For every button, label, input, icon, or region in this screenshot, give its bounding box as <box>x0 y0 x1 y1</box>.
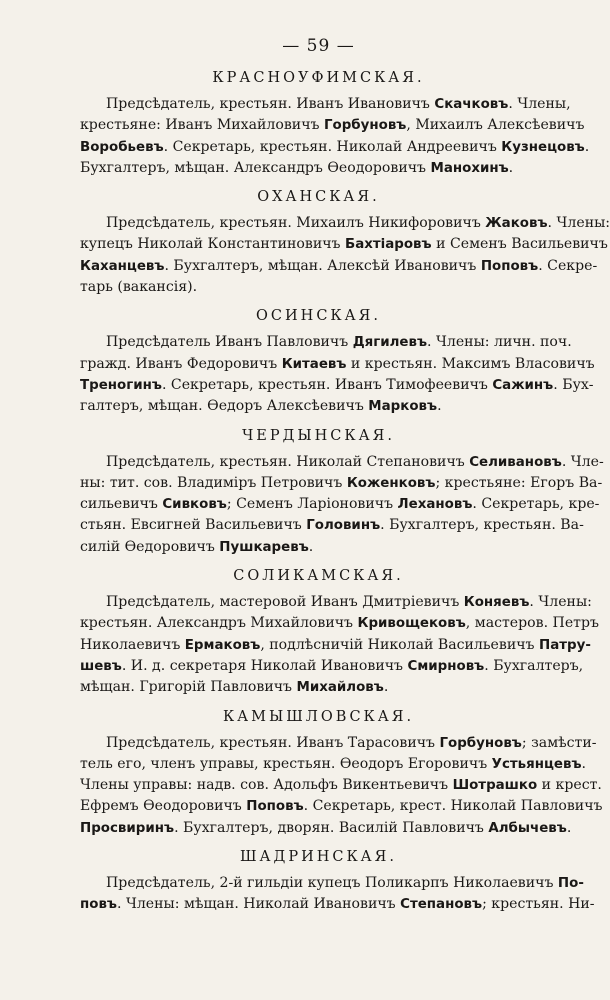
text-line <box>80 754 587 775</box>
text-line <box>80 375 594 396</box>
section <box>80 849 595 916</box>
section <box>80 708 603 839</box>
text-line <box>80 473 603 494</box>
section-paragraph <box>80 733 603 839</box>
surname: Горбуновъ <box>323 118 407 134</box>
text-line <box>80 818 572 839</box>
text-line <box>80 256 598 277</box>
page-content <box>80 70 610 916</box>
text-run: Ефремъ Ѳеодоровичъ <box>80 798 247 815</box>
section-paragraph <box>80 332 595 417</box>
text-run: ; крестьяне: Егоръ Ва- <box>435 474 603 491</box>
text-run: . <box>308 538 314 555</box>
section-paragraph <box>80 592 599 698</box>
text-run: ; замѣсти- <box>521 734 597 751</box>
section-title: ЧЕРДЫНСКАЯ. <box>242 427 395 444</box>
text-run: Предсѣдатель, крестьян. Иванъ Ивановичъ <box>106 96 435 112</box>
text-run: Бухгалтеръ, мѣщан. Александръ Ѳеодоровичъ <box>80 159 431 176</box>
text-run: . <box>584 138 590 155</box>
text-run: тель его, членъ управы, крестьян. Ѳеодоръ Егоровичъ <box>80 755 492 772</box>
text-run: . Члены, <box>508 96 571 112</box>
text-run: Предсѣдатель, крестьян. Михаилъ Никифоровичъ <box>106 215 486 232</box>
text-line <box>80 613 599 634</box>
surname: Горбуновъ <box>439 735 522 751</box>
text-line <box>80 396 557 417</box>
surname: Коженковъ <box>346 475 436 491</box>
surname: Треногинъ <box>80 377 162 393</box>
text-run: Предсѣдатель, 2-й гильдіи купецъ Поликарпъ Николаевичъ <box>106 875 558 892</box>
surname: Сажинъ <box>492 377 554 393</box>
page-number: — 59 — <box>282 36 355 56</box>
text-line <box>80 537 557 558</box>
surname: Смирновъ <box>407 658 485 674</box>
text-run: галтеръ, мѣщан. Ѳедоръ Алексѣевичъ <box>80 398 369 415</box>
surname: Устьянцевъ <box>491 756 582 772</box>
text-line <box>80 234 608 255</box>
text-run: . Секретарь, крест. Николай Павловичъ <box>303 798 603 815</box>
section-paragraph <box>80 873 595 916</box>
text-run: и крестьян. Максимъ Власовичъ <box>346 355 595 372</box>
section <box>80 427 604 558</box>
text-run: и крест. <box>537 777 602 794</box>
surname: Бахтіаровъ <box>345 237 432 253</box>
text-run: . Секретарь, крестьян. Николай Андреевичъ <box>163 138 502 155</box>
text-line <box>80 158 557 179</box>
section-title: СОЛИКАМСКАЯ. <box>233 568 404 585</box>
text-run: мѣщан. Григорій Павловичъ <box>80 679 297 696</box>
text-line <box>80 137 590 158</box>
text-line <box>80 277 557 298</box>
text-run: и Семенъ Васильевичъ <box>431 236 608 253</box>
text-run: . Секретарь, кре- <box>472 496 600 513</box>
surname: Сивковъ <box>162 497 227 513</box>
text-run: тарь (вакансія). <box>80 279 198 296</box>
text-run: крестьяне: Иванъ Михайловичъ <box>80 117 324 134</box>
text-run: . Чле- <box>561 453 604 470</box>
section <box>80 189 610 298</box>
section-paragraph <box>80 213 610 298</box>
surname: шевъ <box>80 658 122 674</box>
surname: Патру- <box>539 637 591 653</box>
surname: Ермаковъ <box>184 637 261 653</box>
text-run: гражд. Иванъ Федоровичъ <box>80 355 282 372</box>
text-run: . Члены: мѣщан. Николай Ивановичъ <box>117 896 401 913</box>
text-run: , Михаилъ Алексѣевичъ <box>406 117 585 134</box>
surname: Лехановъ <box>397 497 473 513</box>
section-title: ШАДРИНСКАЯ. <box>240 849 397 866</box>
surname: Китаевъ <box>281 356 347 372</box>
text-run: . <box>508 159 514 176</box>
text-run: ; Семенъ Ларіоновичъ <box>226 496 398 513</box>
section-title: ОСИНСКАЯ. <box>256 308 381 325</box>
surname: Головинъ <box>306 518 381 534</box>
section-title: КРАСНОУФИМСКАЯ. <box>212 70 425 86</box>
text-run: . <box>566 819 572 836</box>
surname: Дягилевъ <box>352 335 428 351</box>
surname: Поповъ <box>480 258 539 274</box>
text-line <box>80 494 600 515</box>
text-run: , мастеров. Петръ <box>465 615 599 632</box>
text-run: . Бухгалтеръ, мѣщан. Алексѣй Ивановичъ <box>164 257 481 274</box>
text-run: Предсѣдатель, крестьян. Иванъ Тарасовичъ <box>106 734 440 751</box>
text-run: . Бухгалтеръ, крестьян. Ва- <box>380 517 584 534</box>
section-paragraph <box>80 94 590 179</box>
text-line <box>80 354 595 375</box>
surname: Марковъ <box>368 399 438 415</box>
text-line <box>80 677 557 698</box>
text-run: . Секретарь, крестьян. Иванъ Тимофеевичъ <box>161 376 493 393</box>
surname: Селивановъ <box>469 454 562 470</box>
text-run: стьян. Евсигней Васильевичъ <box>80 517 307 534</box>
text-line <box>80 115 585 136</box>
section-paragraph <box>80 452 604 558</box>
surname: Каханцевъ <box>80 258 165 274</box>
surname: Михайловъ <box>296 680 384 696</box>
text-line <box>80 733 597 754</box>
text-run: . Члены: <box>547 215 610 232</box>
section-title: КАМЫШЛОВСКАЯ. <box>222 708 415 725</box>
text-line <box>80 213 610 234</box>
text-run: . И. д. секретаря Николай Ивановичъ <box>121 657 408 674</box>
text-run: . Бухгалтеръ, <box>484 657 584 674</box>
section-title: ОХАНСКАЯ. <box>257 189 380 206</box>
text-line <box>80 635 591 656</box>
text-line <box>80 592 592 613</box>
surname: Коняевъ <box>463 595 530 611</box>
text-line <box>80 452 604 473</box>
text-run: . <box>581 755 587 772</box>
text-run: , подлѣсничій Николай Васильевичъ <box>260 636 539 653</box>
text-line <box>80 94 571 115</box>
text-run: . Члены: личн. поч. <box>427 334 572 351</box>
text-run: купецъ Николай Константиновичъ <box>80 236 345 253</box>
text-run: Предсѣдатель Иванъ Павловичъ <box>106 334 353 351</box>
text-run: крестьян. Александръ Михайловичъ <box>80 615 358 632</box>
text-run: Предсѣдатель, мастеровой Иванъ Дмитріевичъ <box>106 594 464 611</box>
section <box>80 308 595 417</box>
text-line <box>80 775 602 796</box>
surname: Шотрашко <box>452 778 538 794</box>
text-line <box>80 656 584 677</box>
text-run: . Бухгалтеръ, дворян. Василій Павловичъ <box>174 819 489 836</box>
text-run: ны: тит. сов. Владиміръ Петровичъ <box>80 474 347 491</box>
surname: Пушкаревъ <box>219 539 309 555</box>
section <box>80 70 590 179</box>
surname: Воробьевъ <box>80 139 164 155</box>
text-line <box>80 515 584 536</box>
text-run: сильевичъ <box>80 496 163 513</box>
text-run: . <box>437 398 442 415</box>
text-run: Предсѣдатель, крестьян. Николай Степановичъ <box>106 453 470 470</box>
surname: Просвиринъ <box>80 820 175 836</box>
text-run: . Секре- <box>538 257 598 274</box>
text-run: Члены управы: надв. сов. Адольфъ Викентьевичъ <box>80 777 453 794</box>
surname: Скачковъ <box>434 97 509 112</box>
text-line <box>80 873 584 894</box>
surname: Манохинъ <box>430 160 509 176</box>
text-line <box>80 332 572 353</box>
text-line <box>80 894 595 915</box>
surname: По- <box>557 876 584 892</box>
section <box>80 568 599 698</box>
surname: Жаковъ <box>485 216 548 232</box>
text-run: силій Ѳедоровичъ <box>80 538 220 555</box>
surname: Кривощековъ <box>357 616 466 632</box>
surname: Албычевъ <box>488 820 567 836</box>
surname: Кузнецовъ <box>501 139 585 155</box>
text-line <box>80 796 603 817</box>
text-run: Николаевичъ <box>80 636 185 653</box>
text-run: . Члены: <box>529 594 592 611</box>
text-run: ; крестьян. Ни- <box>482 896 595 913</box>
surname: Степановъ <box>400 897 483 913</box>
text-run: . <box>383 679 389 696</box>
text-run: . Бух- <box>553 376 594 393</box>
surname: повъ <box>80 897 117 913</box>
surname: Поповъ <box>246 799 304 815</box>
